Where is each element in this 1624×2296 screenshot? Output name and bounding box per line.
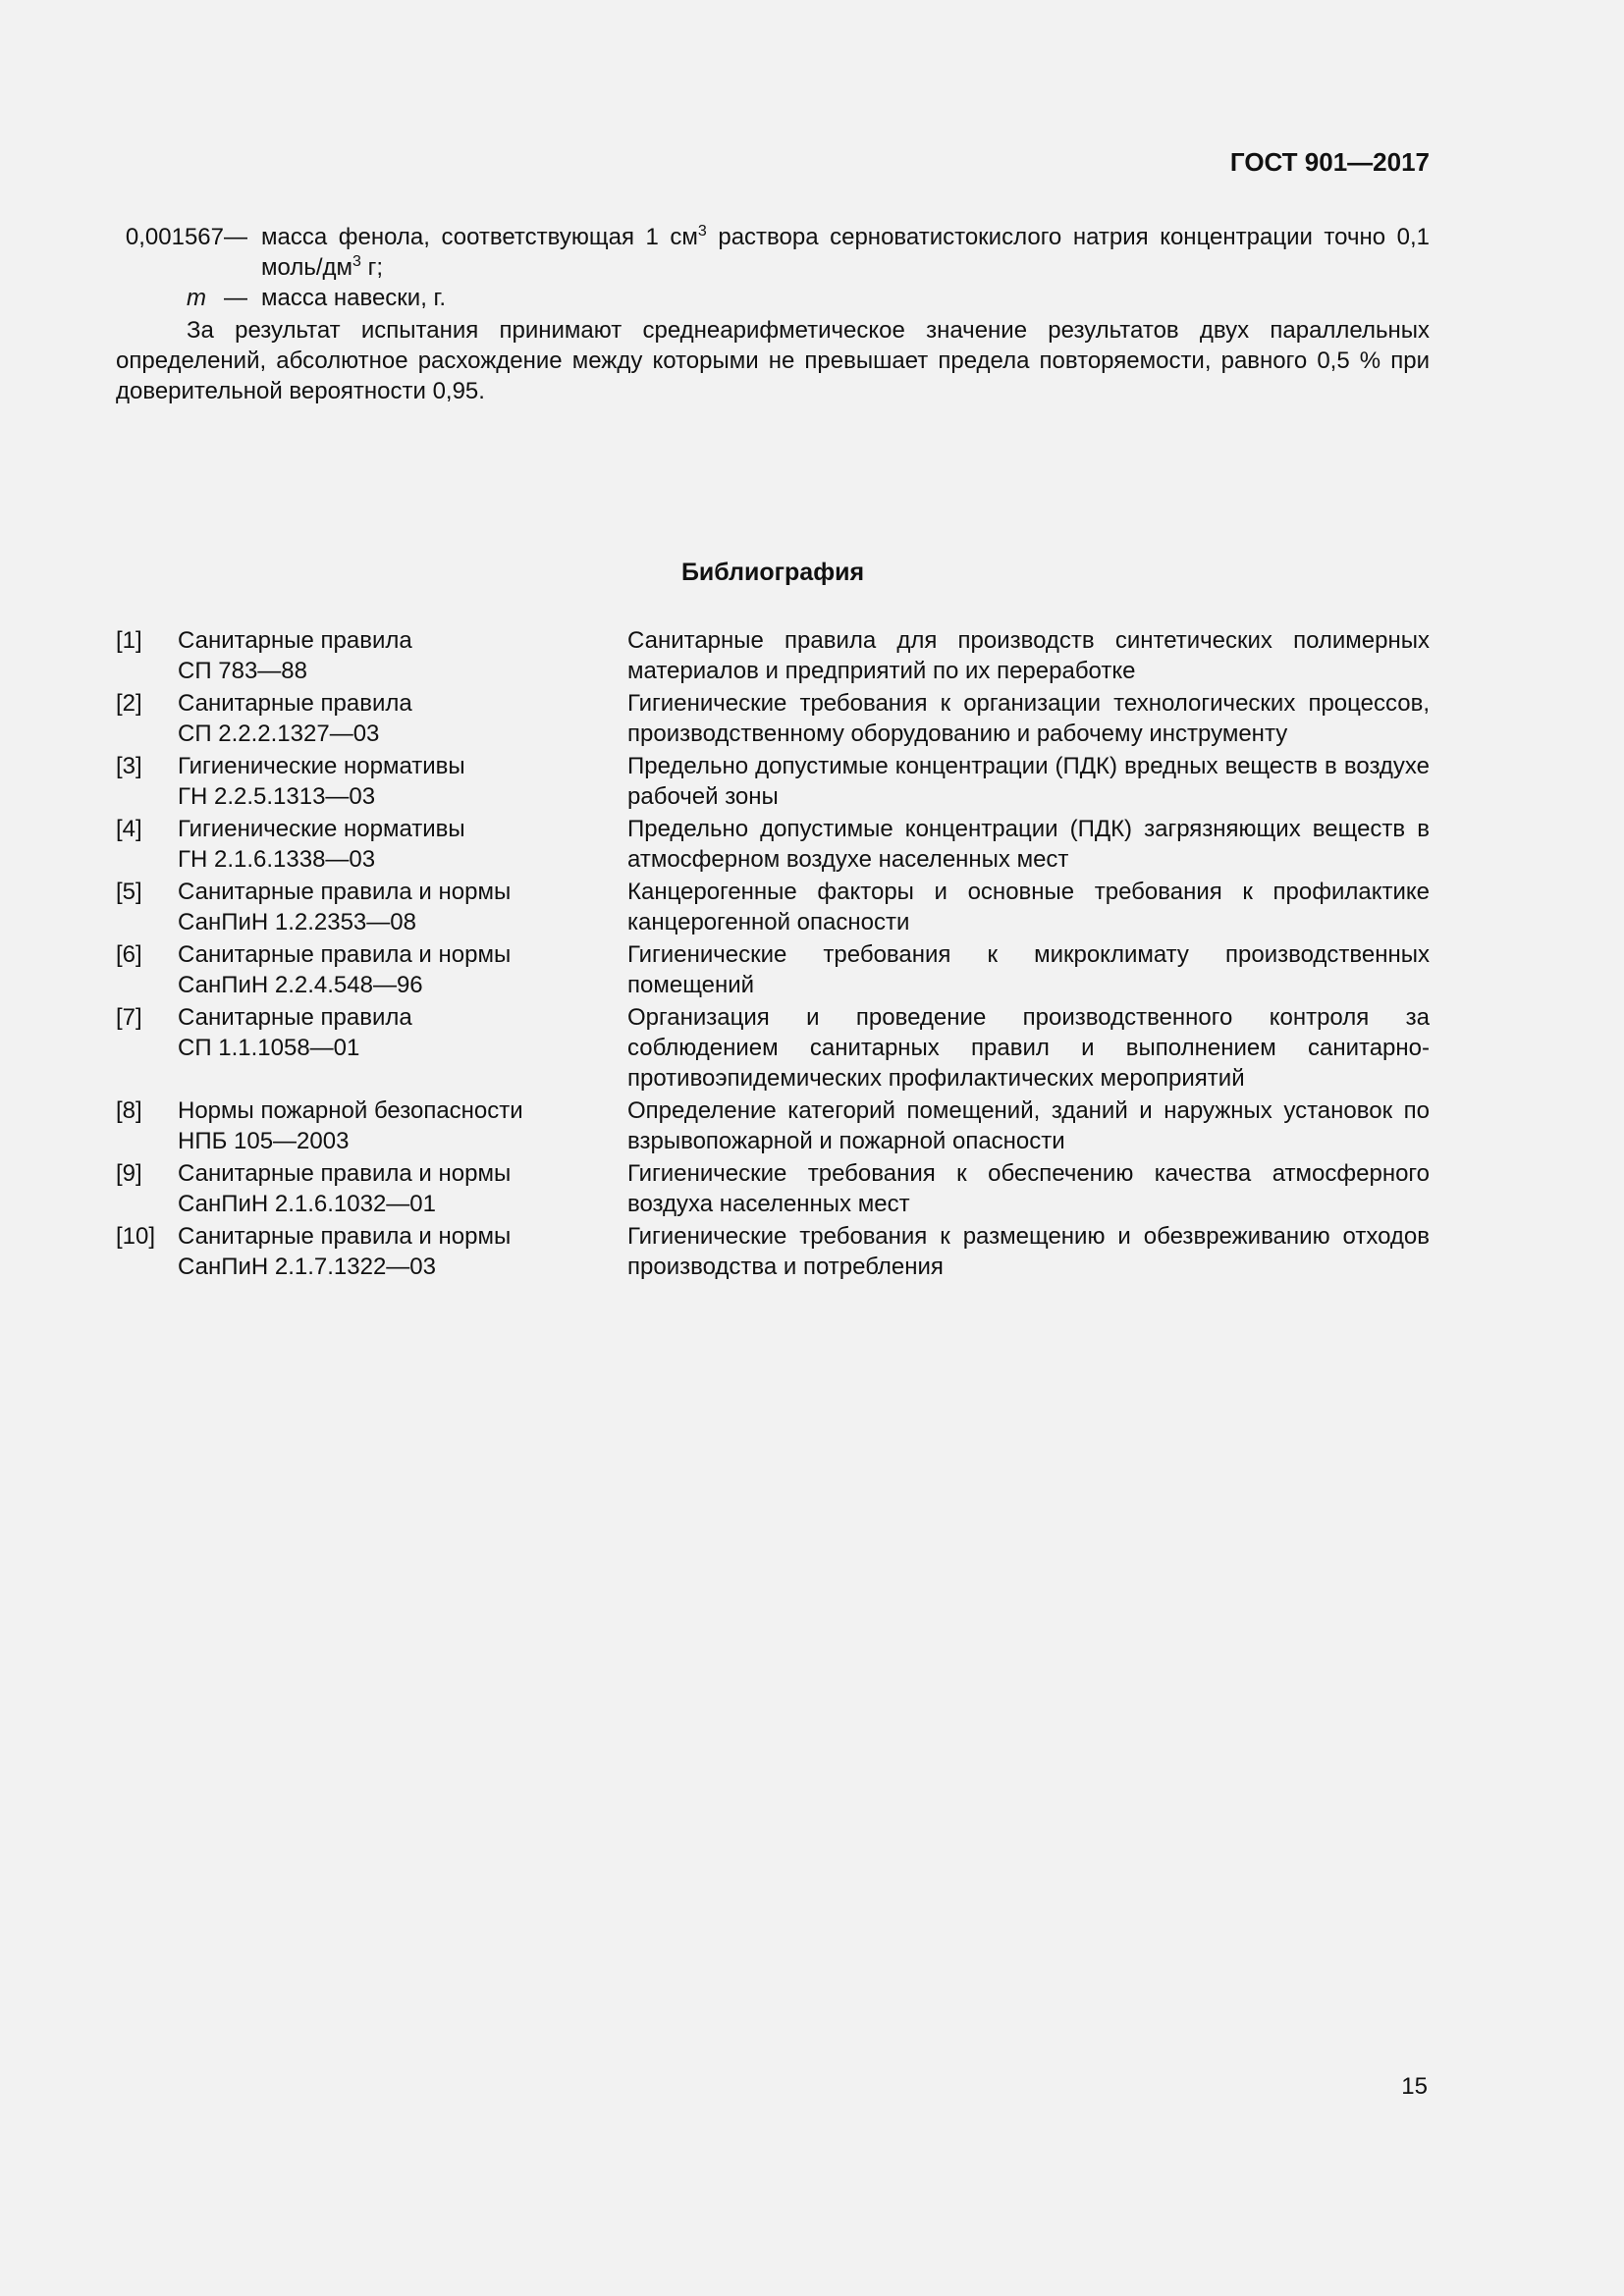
entry-title: Гигиенические требования к организации технологических процессов, производственному оборудованию и рабочему инструменту: [627, 690, 1430, 747]
entry-title: Санитарные правила для производств синтетических полимерных материалов и предприятий по их переработке: [627, 627, 1430, 684]
definition-dash: —: [224, 224, 247, 250]
bibliography-entry: [116, 625, 1430, 686]
entry-number: [8]: [116, 1097, 142, 1124]
entry-title: Организация и проведение производственного контроля за соблюдением санитарных правил и выполнением санитарно-противоэпидемических профилактических мероприятий: [627, 1004, 1430, 1092]
entry-number: [6]: [116, 941, 142, 968]
entry-source: Санитарные правила и нормы СанПиН 2.1.6.1032—01: [178, 1160, 512, 1217]
entry-source: Гигиенические нормативы ГН 2.2.5.1313—03: [178, 753, 465, 810]
definition-row: [116, 283, 1430, 313]
entry-number: [9]: [116, 1160, 142, 1187]
entry-source: Нормы пожарной безопасности НПБ 105—2003: [178, 1097, 523, 1154]
bibliography-entry: [116, 1221, 1430, 1282]
entry-number: [1]: [116, 627, 142, 654]
entry-number: [3]: [116, 753, 142, 779]
entry-number: [2]: [116, 690, 142, 717]
definition-symbol: 0,001567: [125, 224, 224, 250]
definition-row: [116, 222, 1430, 283]
bibliography-list: [116, 625, 1430, 1284]
entry-number: [10]: [116, 1223, 156, 1250]
entry-source: Санитарные правила и нормы СанПиН 2.2.4.548—96: [178, 941, 512, 998]
entry-source: Санитарные правила СП 2.2.2.1327—03: [178, 690, 412, 747]
bibliography-entry: [116, 877, 1430, 937]
entry-number: [4]: [116, 816, 142, 842]
symbol-definitions: [116, 222, 1430, 313]
entry-source: Санитарные правила и нормы СанПиН 2.1.7.1322—03: [178, 1223, 512, 1280]
bibliography-entry: [116, 688, 1430, 749]
document-code: ГОСТ 901—2017: [1229, 147, 1430, 177]
entry-source: Гигиенические нормативы ГН 2.1.6.1338—03: [178, 816, 465, 873]
definition-dash: —: [224, 285, 247, 311]
entry-title: Предельно допустимые концентрации (ПДК) вредных веществ в воздухе рабочей зоны: [627, 753, 1430, 810]
bibliography-entry: [116, 814, 1430, 875]
definition-text: масса фенола, соответствующая 1 $см^3$ раствора серноватистокислого натрия концентрации точно 0,1 моль/$дм^3$ г;: [261, 223, 1430, 281]
definition-text: масса навески, г.: [261, 285, 447, 311]
entry-source: Санитарные правила и нормы СанПиН 1.2.2353—08: [178, 879, 512, 935]
definition-symbol: m: [187, 285, 206, 311]
page-number: 15: [1401, 2073, 1428, 2100]
bibliography-entry: [116, 1002, 1430, 1094]
bibliography-entry: [116, 1095, 1430, 1156]
entry-title: Гигиенические требования к микроклимату производственных помещений: [627, 941, 1430, 998]
bibliography-entry: [116, 751, 1430, 812]
entry-title: Гигиенические требования к обеспечению качества атмосферного воздуха населенных мест: [627, 1160, 1430, 1217]
entry-title: Канцерогенные факторы и основные требования к профилактике канцерогенной опасности: [627, 879, 1430, 935]
entry-number: [7]: [116, 1004, 142, 1031]
entry-title: Предельно допустимые концентрации (ПДК) загрязняющих веществ в атмосферном воздухе населенных мест: [627, 816, 1430, 873]
entry-source: Санитарные правила СП 1.1.1058—01: [178, 1004, 412, 1061]
entry-title: Гигиенические требования к размещению и обезвреживанию отходов производства и потребления: [627, 1223, 1430, 1280]
entry-number: [5]: [116, 879, 142, 905]
result-paragraph: За результат испытания принимают среднеарифметическое значение результатов двух параллельных определений, абсолютное расхождение между которыми не превышает предела повторяемости, равного 0,5 % при доверительной вероятности 0,95.: [116, 317, 1430, 404]
bibliography-entry: [116, 939, 1430, 1000]
entry-source: Санитарные правила СП 783—88: [178, 627, 412, 684]
bibliography-entry: [116, 1158, 1430, 1219]
bibliography-title: Библиография: [680, 559, 865, 586]
entry-title: Определение категорий помещений, зданий и наружных установок по взрывопожарной и пожарной опасности: [627, 1097, 1430, 1154]
